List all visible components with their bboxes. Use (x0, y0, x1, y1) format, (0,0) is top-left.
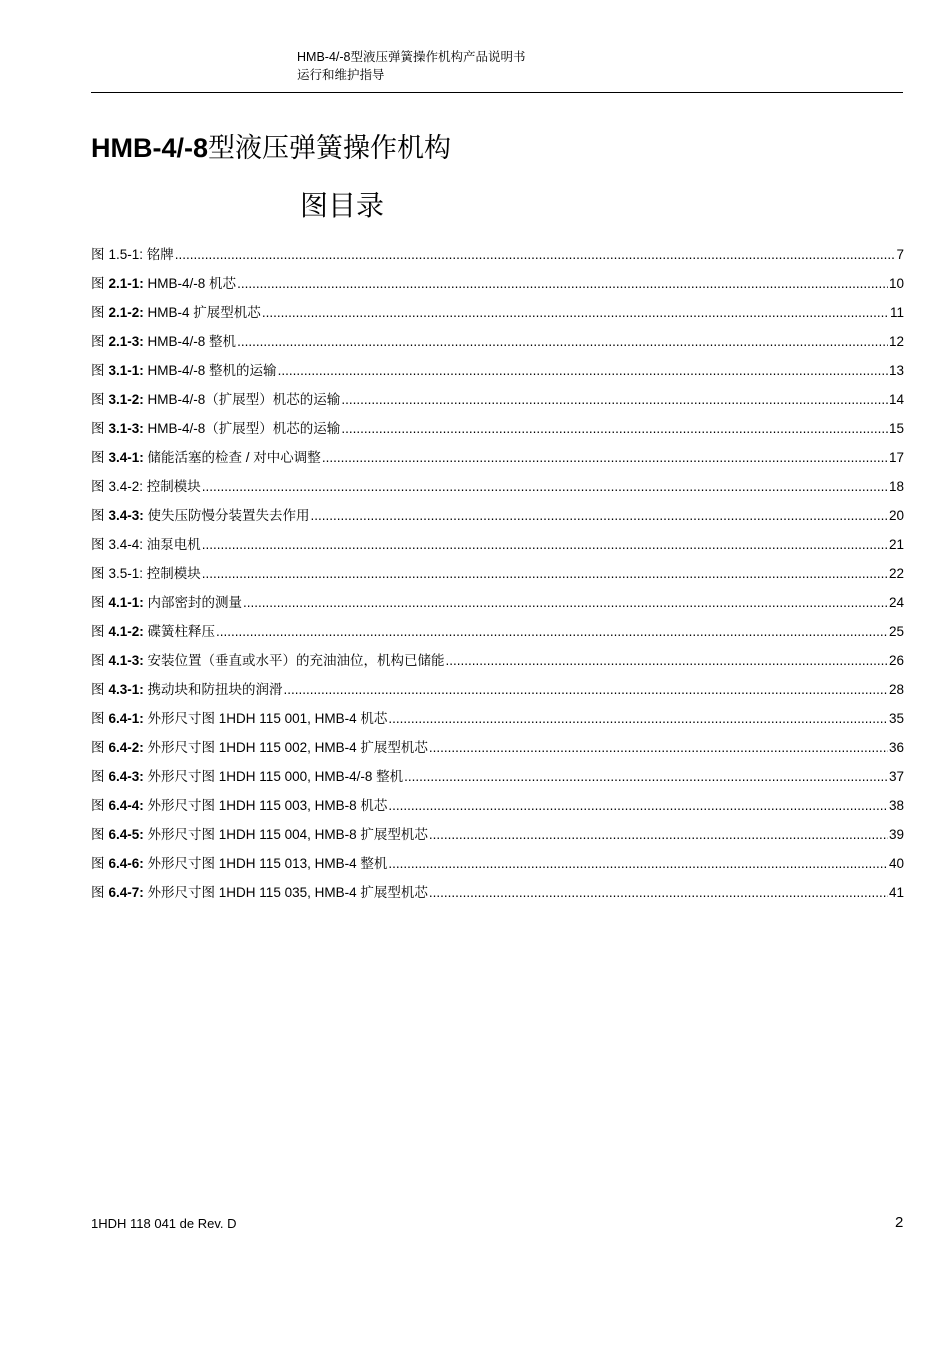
dot-leader (278, 362, 888, 380)
figure-title: 铭牌 (146, 247, 174, 262)
figure-prefix: 图 (91, 740, 105, 756)
figure-number: 2.1-3: (108, 334, 144, 349)
figure-page-number: 26 (888, 653, 904, 668)
document-title (91, 130, 451, 167)
dot-leader (341, 420, 888, 438)
header-divider (91, 92, 903, 93)
figure-number: 6.4-2: (108, 740, 144, 755)
figure-page-number: 14 (888, 392, 904, 407)
figure-title: 携动块和防扭块的润滑 (147, 682, 283, 697)
figure-number: 4.3-1: (108, 682, 144, 697)
figure-prefix: 图 (91, 653, 105, 669)
figure-prefix: 图 (91, 421, 105, 437)
dot-leader (429, 884, 888, 902)
figure-list-item[interactable] (91, 884, 904, 913)
figure-title: 外形尺寸图 1HDH 115 035, HMB-4 扩展型机芯 (147, 885, 428, 900)
figure-prefix: 图 (91, 334, 105, 350)
figure-number: 4.1-2: (108, 624, 144, 639)
figure-list-item[interactable] (91, 275, 904, 304)
figure-list-item[interactable] (91, 623, 904, 652)
figure-title: 控制模块 (146, 479, 201, 494)
figure-list-item[interactable] (91, 478, 904, 507)
header-line-1: HMB-4/-8型液压弹簧操作机构产品说明书 (297, 50, 526, 64)
running-header (297, 48, 525, 84)
figure-entry-label (91, 797, 387, 815)
figure-page-number: 38 (888, 798, 904, 813)
figure-number: 3.1-3: (108, 421, 144, 436)
figure-prefix: 图 (91, 885, 105, 901)
figure-list-item[interactable] (91, 449, 904, 478)
figure-page-number: 25 (888, 624, 904, 639)
dot-leader (311, 507, 888, 525)
figure-entry-label (91, 681, 283, 699)
figure-page-number: 41 (888, 885, 904, 900)
dot-leader (341, 391, 888, 409)
figure-number: 2.1-1: (108, 276, 144, 291)
figure-entry-label (91, 362, 277, 380)
figure-page-number: 39 (888, 827, 904, 842)
figure-page-number: 36 (888, 740, 904, 755)
figure-title: 油泵电机 (146, 537, 201, 552)
figure-prefix: 图 (91, 392, 105, 408)
dot-leader (237, 275, 888, 293)
dot-leader (322, 449, 888, 467)
figure-list-item[interactable] (91, 333, 904, 362)
figure-entry-label (91, 739, 428, 757)
dot-leader (243, 594, 888, 612)
figure-list-item[interactable] (91, 391, 904, 420)
figure-number: 6.4-1: (108, 711, 144, 726)
figure-prefix: 图 (91, 247, 105, 263)
figure-number: 3.4-4: (108, 537, 144, 552)
figure-page-number: 11 (889, 305, 904, 320)
figure-page-number: 40 (888, 856, 904, 871)
figure-page-number: 15 (888, 421, 904, 436)
figure-prefix: 图 (91, 856, 105, 872)
figure-prefix: 图 (91, 682, 105, 698)
figure-title: 外形尺寸图 1HDH 115 001, HMB-4 机芯 (147, 711, 388, 726)
figure-number: 3.4-1: (108, 450, 144, 465)
figure-entry-label (91, 333, 236, 351)
figure-title: 外形尺寸图 1HDH 115 000, HMB-4/-8 整机 (147, 769, 404, 784)
figure-list-item[interactable] (91, 304, 904, 333)
figure-list-item[interactable] (91, 797, 904, 826)
figure-list-item[interactable] (91, 536, 904, 565)
figure-title: HMB-4 扩展型机芯 (147, 305, 261, 320)
dot-leader (284, 681, 888, 699)
figure-page-number: 18 (888, 479, 904, 494)
figure-title: 使失压防慢分装置失去作用 (147, 508, 310, 523)
figure-title: 储能活塞的检查 / 对中心调整 (147, 450, 321, 465)
figure-prefix: 图 (91, 798, 105, 814)
figure-page-number: 20 (888, 508, 904, 523)
dot-leader (388, 710, 888, 728)
figure-title: 安装位置（垂直或水平）的充油油位，机构已储能 (147, 653, 445, 668)
figure-list-item[interactable] (91, 652, 904, 681)
dot-leader (429, 739, 888, 757)
figure-entry-label (91, 304, 261, 322)
figure-entry-label (91, 449, 321, 467)
dot-leader (388, 797, 888, 815)
figure-entry-label (91, 768, 403, 786)
figure-page-number: 24 (888, 595, 904, 610)
figure-page-number: 13 (888, 363, 904, 378)
figure-list-item[interactable] (91, 565, 904, 594)
footer-document-id: 1HDH 118 041 de Rev. D (91, 1216, 237, 1231)
figure-prefix: 图 (91, 450, 105, 466)
figure-list-item[interactable] (91, 768, 904, 797)
section-title: 图目录 (300, 189, 385, 222)
figure-page-number: 17 (888, 450, 904, 465)
figure-entry-label (91, 507, 310, 525)
dot-leader (404, 768, 888, 786)
figure-page-number: 28 (888, 682, 904, 697)
dot-leader (202, 536, 888, 554)
dot-leader (216, 623, 888, 641)
dot-leader (262, 304, 889, 322)
figure-entry-label (91, 536, 201, 554)
figure-list-item[interactable] (91, 594, 904, 623)
figure-prefix: 图 (91, 566, 105, 582)
figure-entry-label (91, 594, 242, 612)
figure-list-item[interactable] (91, 710, 904, 739)
figure-entry-label (91, 565, 201, 583)
figure-prefix: 图 (91, 769, 105, 785)
figure-entry-label (91, 623, 215, 641)
figure-entry-label (91, 710, 387, 728)
figure-number: 1.5-1: (108, 247, 144, 262)
figure-number: 3.4-3: (108, 508, 144, 523)
dot-leader (175, 246, 896, 264)
figure-prefix: 图 (91, 537, 105, 553)
figure-page-number: 7 (896, 247, 904, 262)
footer-page-number: 2 (895, 1214, 904, 1231)
dot-leader (388, 855, 888, 873)
figure-list-item[interactable] (91, 362, 904, 391)
figure-prefix: 图 (91, 595, 105, 611)
figure-number: 3.1-1: (108, 363, 144, 378)
figure-entry-label (91, 826, 428, 844)
figure-list-item[interactable] (91, 420, 904, 449)
figure-list-item[interactable] (91, 855, 904, 884)
document-title-model: HMB-4/-8 (91, 133, 209, 163)
figure-number: 4.1-3: (108, 653, 144, 668)
figure-title: 控制模块 (146, 566, 201, 581)
dot-leader (237, 333, 888, 351)
figure-number: 3.4-2: (108, 479, 144, 494)
figure-title: 外形尺寸图 1HDH 115 002, HMB-4 扩展型机芯 (147, 740, 428, 755)
figure-number: 6.4-5: (108, 827, 144, 842)
figure-number: 6.4-6: (108, 856, 144, 871)
figure-title: HMB-4/-8 机芯 (147, 276, 237, 291)
figure-prefix: 图 (91, 276, 105, 292)
figure-title: HMB-4/-8 整机的运输 (147, 363, 277, 378)
figure-prefix: 图 (91, 508, 105, 524)
figure-number: 4.1-1: (108, 595, 144, 610)
figure-title: HMB-4/-8（扩展型）机芯的运输 (147, 392, 341, 407)
figure-number: 2.1-2: (108, 305, 144, 320)
figure-list (91, 246, 904, 913)
figure-page-number: 12 (888, 334, 904, 349)
figure-entry-label (91, 652, 445, 670)
figure-entry-label (91, 246, 174, 264)
figure-prefix: 图 (91, 305, 105, 321)
dot-leader (429, 826, 888, 844)
figure-title: 碟簧柱释压 (147, 624, 216, 639)
figure-title: 内部密封的测量 (147, 595, 243, 610)
figure-title: HMB-4/-8 整机 (147, 334, 237, 349)
figure-entry-label (91, 478, 201, 496)
figure-number: 3.5-1: (108, 566, 144, 581)
figure-number: 6.4-7: (108, 885, 144, 900)
figure-entry-label (91, 420, 340, 438)
figure-entry-label (91, 884, 428, 902)
figure-page-number: 22 (888, 566, 904, 581)
figure-title: HMB-4/-8（扩展型）机芯的运输 (147, 421, 341, 436)
figure-prefix: 图 (91, 479, 105, 495)
figure-prefix: 图 (91, 624, 105, 640)
figure-page-number: 35 (888, 711, 904, 726)
figure-entry-label (91, 275, 236, 293)
figure-prefix: 图 (91, 711, 105, 727)
dot-leader (202, 478, 888, 496)
figure-title: 外形尺寸图 1HDH 115 013, HMB-4 整机 (147, 856, 388, 871)
figure-number: 6.4-3: (108, 769, 144, 784)
dot-leader (202, 565, 888, 583)
figure-prefix: 图 (91, 827, 105, 843)
figure-list-item[interactable] (91, 246, 904, 275)
figure-prefix: 图 (91, 363, 105, 379)
figure-entry-label (91, 391, 340, 409)
figure-number: 3.1-2: (108, 392, 144, 407)
figure-list-item[interactable] (91, 739, 904, 768)
figure-list-item[interactable] (91, 681, 904, 710)
figure-title: 外形尺寸图 1HDH 115 003, HMB-8 机芯 (147, 798, 388, 813)
figure-number: 6.4-4: (108, 798, 144, 813)
figure-title: 外形尺寸图 1HDH 115 004, HMB-8 扩展型机芯 (147, 827, 428, 842)
document-title-text: 型液压弹簧操作机构 (208, 133, 452, 164)
figure-page-number: 21 (888, 537, 904, 552)
figure-list-item[interactable] (91, 826, 904, 855)
figure-page-number: 10 (888, 276, 904, 291)
figure-entry-label (91, 855, 387, 873)
header-line-2: 运行和维护指导 (297, 68, 385, 82)
figure-page-number: 37 (888, 769, 904, 784)
figure-list-item[interactable] (91, 507, 904, 536)
dot-leader (446, 652, 888, 670)
